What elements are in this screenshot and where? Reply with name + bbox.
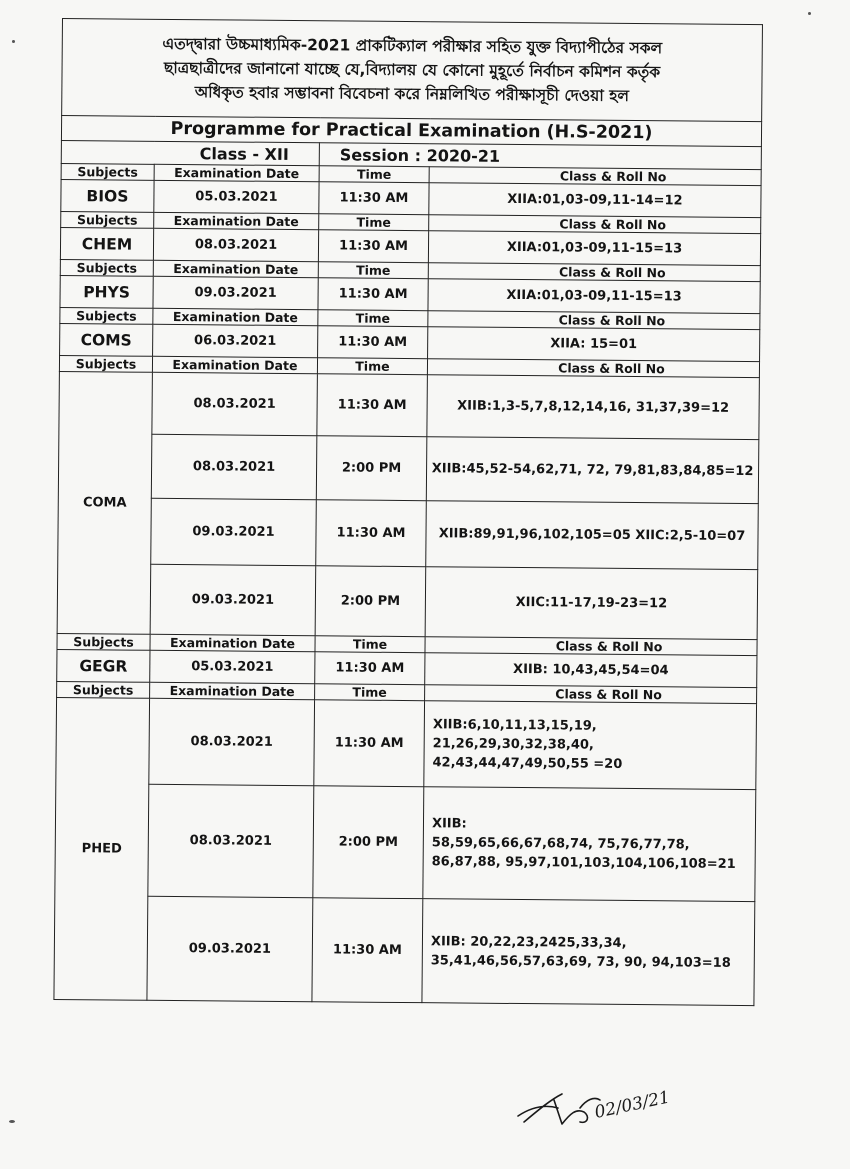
subject-name: PHED	[54, 697, 150, 1000]
class-roll: XIIB:1,3-5,7,8,12,14,16, 31,37,39=12	[427, 375, 760, 440]
exam-date: 08.03.2021	[152, 372, 318, 435]
class-roll-header: Class & Roll No	[429, 167, 761, 186]
subject-name: CHEM	[60, 227, 153, 260]
programme-title: Programme for Practical Examination (H.S-2021)	[61, 116, 761, 147]
scan-speck	[808, 12, 811, 15]
exam-time: 11:30 AM	[315, 652, 425, 685]
exam-date: 08.03.2021	[149, 698, 315, 785]
exam-time: 11:30 AM	[316, 500, 427, 567]
class-roll-line: XIIB: 20,22,23,2425,33,34,	[430, 933, 627, 951]
signature-date: 02/03/21	[592, 1087, 672, 1123]
class-roll-line: XIIB:	[431, 816, 467, 832]
exam-time: 11:30 AM	[312, 898, 423, 1003]
time-header: Time	[315, 636, 425, 653]
scan-speck	[9, 1120, 15, 1123]
bengali-notice	[62, 19, 763, 122]
class-roll	[423, 787, 756, 902]
exam-date: 09.03.2021	[151, 498, 317, 565]
time-header: Time	[318, 262, 428, 279]
class-roll: XIIB: 10,43,45,54=04	[425, 653, 757, 688]
subject-name: GEGR	[57, 649, 150, 682]
notice-line-1: এতদ্দ্বারা উচ্চমাধ্যমিক-2021 প্রাকটিক্যাল পরীক্ষার সহিত যুক্ত বিদ্যাপীঠের সকল	[162, 34, 663, 58]
session-label: Session : 2020-21	[319, 143, 761, 170]
exam-programme-table	[53, 18, 763, 1006]
date-header: Examination Date	[152, 356, 317, 373]
exam-time: 11:30 AM	[314, 700, 425, 787]
exam-time: 11:30 AM	[317, 374, 428, 437]
subjects-header: Subjects	[59, 355, 152, 372]
subjects-header: Subjects	[61, 163, 154, 180]
coma-slot-1	[59, 371, 760, 439]
subjects-header: Subjects	[57, 633, 150, 650]
exam-time: 11:30 AM	[318, 230, 428, 263]
class-roll: XIIB:89,91,96,102,105=05 XIIC:2,5-10=07	[426, 501, 759, 570]
class-roll-header: Class & Roll No	[425, 685, 757, 704]
subjects-header: Subjects	[60, 259, 153, 276]
date-header: Examination Date	[153, 260, 318, 277]
phed-slot-2	[55, 783, 756, 901]
class-roll-header: Class & Roll No	[428, 263, 760, 282]
notice-line-3: অধিকৃত হবার সম্ভাবনা বিবেচনা করে নিম্নলিখিত পরীক্ষাসূচী দেওয়া হল	[194, 83, 630, 105]
subjects-header: Subjects	[57, 681, 150, 698]
subject-name: BIOS	[61, 179, 154, 212]
exam-time: 2:00 PM	[313, 786, 424, 899]
date-header: Examination Date	[153, 308, 318, 325]
time-header: Time	[319, 166, 429, 183]
class-roll-line: 86,87,88, 95,97,101,103,104,106,108=21	[431, 854, 736, 872]
time-header: Time	[318, 310, 428, 327]
exam-time: 11:30 AM	[318, 278, 428, 311]
date-header: Examination Date	[150, 682, 315, 699]
exam-time: 2:00 PM	[316, 436, 427, 501]
exam-date: 05.03.2021	[150, 650, 315, 683]
class-roll-line: 42,43,44,47,49,50,55 =20	[432, 755, 623, 772]
subject-name: COMS	[60, 323, 153, 356]
scan-speck	[12, 40, 15, 43]
time-header: Time	[317, 358, 427, 375]
exam-date: 05.03.2021	[154, 180, 319, 213]
date-header: Examination Date	[154, 212, 319, 229]
subject-name: COMA	[57, 371, 152, 634]
handwritten-signature	[510, 1078, 690, 1138]
notice-line-2: ছাত্রছাত্রীদের জানানো যাচ্ছে যে,বিদ্যালয় যে কোনো মুহূর্তে নির্বাচন কমিশন কর্তৃক	[163, 58, 661, 82]
class-roll	[422, 899, 755, 1006]
exam-time: 11:30 AM	[319, 182, 429, 215]
exam-date: 08.03.2021	[148, 784, 314, 897]
exam-date: 06.03.2021	[153, 324, 318, 357]
class-roll: XIIC:11-17,19-23=12	[425, 567, 758, 640]
exam-date: 09.03.2021	[147, 896, 313, 1001]
exam-programme-sheet	[53, 18, 762, 1064]
time-header: Time	[315, 684, 425, 701]
exam-time: 2:00 PM	[315, 566, 426, 637]
date-header: Examination Date	[154, 164, 319, 181]
exam-date: 09.03.2021	[153, 276, 318, 309]
coma-slot-2	[58, 433, 759, 503]
class-roll: XIIA:01,03-09,11-15=13	[428, 231, 760, 266]
exam-date: 08.03.2021	[151, 434, 317, 499]
class-roll-header: Class & Roll No	[425, 637, 757, 656]
coma-slot-4	[57, 563, 758, 639]
class-roll-line: 35,41,46,56,57,63,69, 73, 90, 94,103=18	[430, 952, 731, 971]
class-roll-header: Class & Roll No	[428, 311, 760, 330]
class-roll: XIIA: 15=01	[428, 327, 760, 362]
subjects-header: Subjects	[61, 211, 154, 228]
exam-date: 08.03.2021	[153, 228, 318, 261]
coma-slot-3	[58, 497, 759, 569]
class-label: Class - XII	[61, 140, 319, 165]
class-roll-line: XIIB:6,10,11,13,15,19, 21,26,29,30,32,38,40,	[432, 717, 597, 753]
class-roll-header: Class & Roll No	[427, 359, 759, 378]
class-roll: XIIB:45,52-54,62,71, 72, 79,81,83,84,85=12	[426, 437, 759, 504]
class-roll: XIIA:01,03-09,11-15=13	[428, 279, 760, 314]
exam-date: 09.03.2021	[150, 564, 316, 635]
class-roll	[424, 701, 757, 790]
subjects-header: Subjects	[60, 307, 153, 324]
time-header: Time	[319, 214, 429, 231]
exam-time: 11:30 AM	[318, 326, 428, 359]
subject-name: PHYS	[60, 275, 153, 308]
class-roll-line: 58,59,65,66,67,68,74, 75,76,77,78,	[431, 835, 690, 853]
class-roll: XIIA:01,03-09,11-14=12	[429, 183, 761, 218]
class-roll-header: Class & Roll No	[429, 215, 761, 234]
phed-slot-1	[56, 697, 757, 789]
date-header: Examination Date	[150, 634, 315, 651]
phed-slot-3	[54, 895, 755, 1005]
